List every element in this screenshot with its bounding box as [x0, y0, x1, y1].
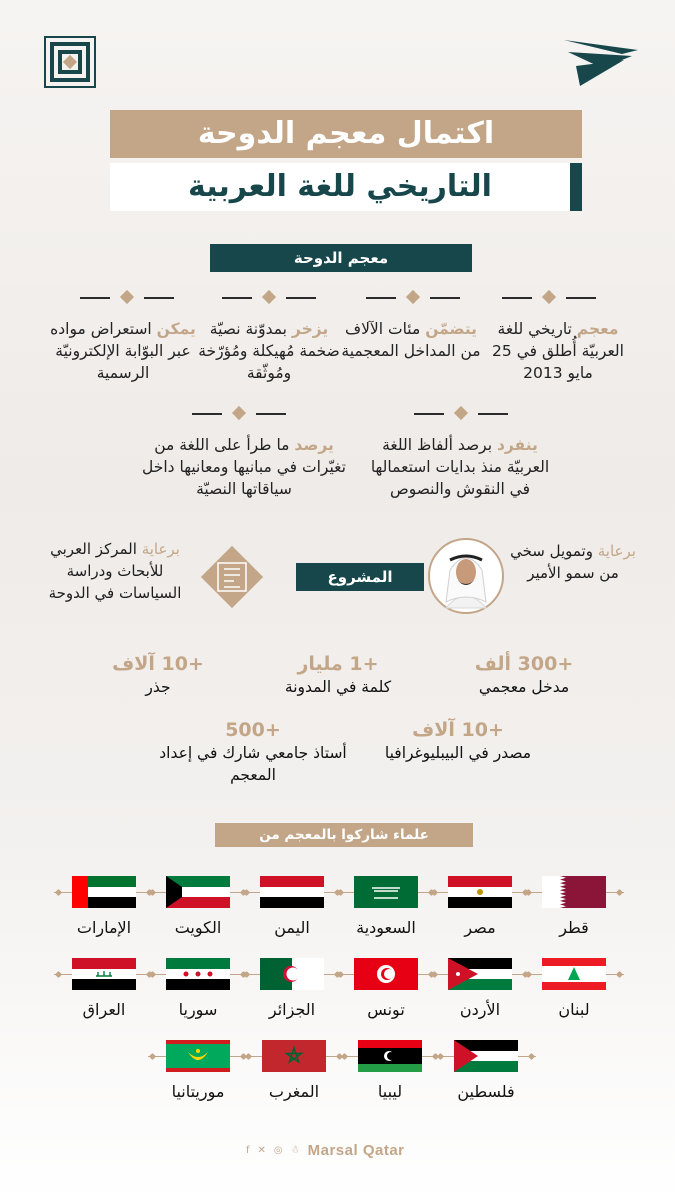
emir-portrait-icon [428, 538, 504, 614]
fact-2-text: مئات الآلاف من المداخل المعجمية [341, 320, 481, 360]
patron-center-highlight: برعاية [141, 540, 180, 558]
country-tunisia [336, 958, 436, 1028]
country-name: اليمن [274, 918, 310, 937]
stat-entries-label: مدخل معجمي [478, 678, 570, 696]
fact-1-text: تاريخي للغة العربيّة أُطلق في 25 مايو 2013 [492, 320, 624, 382]
country-lebanon [524, 958, 624, 1028]
stat-professors-number: +500 [225, 719, 281, 741]
libya-flag-icon [358, 1040, 422, 1072]
fact-6-text: ما طرأ على اللغة من تغيّرات في مبانيها ومعانيها داخل سياقاتها النصيّة [142, 436, 346, 498]
country-kuwait [148, 876, 248, 946]
ornament-divider [502, 292, 596, 304]
country-name: العراق [82, 1000, 126, 1019]
ornament-divider [80, 292, 174, 304]
iraq-flag-icon [72, 958, 136, 990]
country-saudi [336, 876, 436, 946]
x-icon[interactable]: ✕ [257, 1144, 266, 1156]
stat-entries-number: +300 ألف [474, 653, 574, 675]
project-label: المشروع [296, 563, 424, 591]
country-name: الجزائر [268, 1000, 316, 1019]
fact-2-highlight: يتضمّن [425, 320, 477, 338]
country-name: سوريا [178, 1000, 218, 1019]
jordan-flag-icon [448, 958, 512, 990]
country-libya [340, 1040, 440, 1110]
country-name: المغرب [268, 1082, 320, 1101]
section-dictionary-label: معجم الدوحة [210, 244, 472, 272]
country-name: تونس [367, 1000, 405, 1019]
stat-sources [368, 718, 548, 764]
fact-3-text: بمدوّنة نصيّة ضخمة مُهيكلة ومُؤرّخة ومُوثّقة [198, 320, 340, 382]
saudi-flag-icon [354, 876, 418, 908]
patron-emir-text: وتمويل سخي من سمو الأمير [510, 542, 619, 582]
country-name: لبنان [558, 1000, 590, 1019]
footer-brand: Marsal Qatar [307, 1141, 405, 1159]
section-scholars-label: علماء شاركوا بالمعجم من [215, 823, 473, 847]
fact-6 [140, 434, 348, 500]
kuwait-flag-icon [166, 876, 230, 908]
egypt-flag-icon [448, 876, 512, 908]
snapchat-icon[interactable]: ☃ [290, 1144, 300, 1156]
fact-1-highlight: معجم [576, 320, 619, 338]
lebanon-flag-icon [542, 958, 606, 990]
fact-3-highlight: يزخر [291, 320, 329, 338]
algeria-flag-icon [260, 958, 324, 990]
mauritania-flag-icon [166, 1040, 230, 1072]
country-name: الأردن [459, 1000, 501, 1019]
fact-4-text: استعراض مواده عبر البوّابة الإلكترونيّة الرسمية [50, 320, 191, 382]
arab-center-logo-icon [196, 541, 268, 613]
country-name: الإمارات [76, 918, 132, 937]
title-line-2-text: التاريخي للغة العربية [188, 169, 492, 204]
fact-1 [488, 318, 628, 384]
instagram-icon[interactable]: ◎ [273, 1144, 283, 1156]
footer [246, 1140, 436, 1160]
stat-sources-label: مصدر في البيبليوغرافيا [384, 744, 532, 762]
country-name: ليبيا [377, 1082, 403, 1101]
country-yemen [242, 876, 342, 946]
fact-3 [194, 318, 344, 384]
stat-words-number: +1 مليار [297, 653, 379, 675]
morocco-flag-icon [262, 1040, 326, 1072]
country-name: موريتانيا [171, 1082, 225, 1101]
country-name: فلسطين [457, 1082, 515, 1101]
country-egypt [430, 876, 530, 946]
country-mauritania [148, 1040, 248, 1110]
stat-roots [78, 652, 238, 698]
patron-arab-center [40, 538, 190, 604]
country-name: قطر [559, 918, 589, 937]
marsal-qatar-logo-icon [562, 38, 640, 88]
stat-entries [444, 652, 604, 698]
ornament-divider [366, 292, 460, 304]
patron-emir [508, 540, 638, 584]
fact-4 [48, 318, 198, 384]
ornament-divider [192, 408, 286, 420]
stat-professors-label: أستاذ جامعي شارك في إعداد المعجم [159, 744, 347, 784]
country-iraq [54, 958, 154, 1028]
ornament-divider [414, 408, 508, 420]
ornament-divider [222, 292, 316, 304]
title-line-2 [110, 163, 570, 211]
title-accent-bar [570, 163, 582, 211]
stat-roots-number: +10 آلاف [112, 653, 204, 675]
country-qatar [524, 876, 624, 946]
patron-emir-highlight: برعاية [597, 542, 636, 560]
patron-center-text: المركز العربي للأبحاث ودراسة السياسات في الدوحة [48, 540, 182, 602]
stat-sources-number: +10 آلاف [412, 719, 504, 741]
doha-dictionary-logo-icon [44, 36, 96, 88]
yemen-flag-icon [260, 876, 324, 908]
country-syria [148, 958, 248, 1028]
country-morocco [244, 1040, 344, 1110]
tunisia-flag-icon [354, 958, 418, 990]
fact-4-highlight: يمكن [156, 320, 196, 338]
fact-2 [340, 318, 482, 362]
country-algeria [242, 958, 342, 1028]
country-palestine [436, 1040, 536, 1110]
syria-flag-icon [166, 958, 230, 990]
title-line-1: اكتمال معجم الدوحة [110, 110, 582, 158]
stat-words [258, 652, 418, 698]
qatar-flag-icon [542, 876, 606, 908]
fact-5-text: برصد ألفاظ اللغة العربيّة منذ بدايات استعمالها في النقوش والنصوص [370, 436, 550, 498]
facebook-icon[interactable]: f [246, 1144, 250, 1156]
uae-flag-icon [72, 876, 136, 908]
country-name: الكويت [174, 918, 222, 937]
country-name: مصر [464, 918, 496, 937]
fact-5 [362, 434, 558, 500]
fact-5-highlight: ينفرد [496, 436, 538, 454]
stat-roots-label: جذر [145, 678, 171, 696]
fact-6-highlight: يرصد [294, 436, 334, 454]
stat-words-label: كلمة في المدونة [284, 678, 392, 696]
country-name: السعودية [356, 918, 416, 937]
palestine-flag-icon [454, 1040, 518, 1072]
stat-professors [138, 718, 368, 786]
country-jordan [430, 958, 530, 1028]
country-uae [54, 876, 154, 946]
